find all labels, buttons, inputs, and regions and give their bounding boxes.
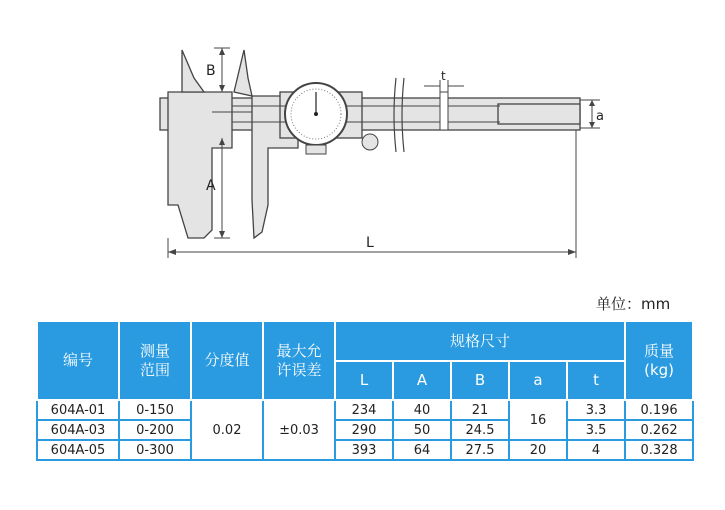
cell-A: 40 [393,400,451,420]
cell-error: ±0.03 [263,400,335,460]
cell-model: 604A-01 [37,400,119,420]
header-model: 编号 [37,321,119,400]
cell-mass: 0.328 [625,440,693,460]
dial-knob [306,145,326,154]
table-row [37,400,693,420]
table-row [37,420,693,440]
cell-mass: 0.262 [625,420,693,440]
cell-B: 27.5 [451,440,509,460]
subheader-a: a [509,361,567,400]
cell-B: 21 [451,400,509,420]
cell-t: 3.3 [567,400,625,420]
cell-range: 0-200 [119,420,191,440]
thumb-roller [362,134,378,150]
cell-model: 604A-03 [37,420,119,440]
header-range: 测量 范围 [119,321,191,400]
spec-table [36,320,694,461]
label-A: A [206,178,216,194]
cell-t: 4 [567,440,625,460]
depth-section [440,92,448,130]
header-resolution: 分度值 [191,321,263,400]
cell-resolution: 0.02 [191,400,263,460]
unit-label: 单位：mm [596,295,671,313]
header-error: 最大允 许误差 [263,321,335,400]
cell-range: 0-150 [119,400,191,420]
cell-A: 64 [393,440,451,460]
cell-mass: 0.196 [625,400,693,420]
cell-A: 50 [393,420,451,440]
cell-L: 393 [335,440,393,460]
header-spec: 规格尺寸 [335,321,625,361]
cell-a: 20 [509,440,567,460]
label-B: B [206,63,216,79]
cell-model: 604A-05 [37,440,119,460]
depth-bar [498,104,580,124]
cell-range: 0-300 [119,440,191,460]
header-mass: 质量 (kg) [625,321,693,400]
cell-L: 234 [335,400,393,420]
cell-a: 16 [509,400,567,440]
cell-t: 3.5 [567,420,625,440]
subheader-t: t [567,361,625,400]
fixed-inside-jaw [182,50,204,92]
cell-B: 24.5 [451,420,509,440]
label-t: t [441,69,446,83]
subheader-L: L [335,361,393,400]
subheader-B: B [451,361,509,400]
label-L: L [366,235,374,251]
label-a: a [596,109,604,124]
subheader-A: A [393,361,451,400]
cell-L: 290 [335,420,393,440]
table-row [37,440,693,460]
sliding-inside-jaw [234,50,252,96]
